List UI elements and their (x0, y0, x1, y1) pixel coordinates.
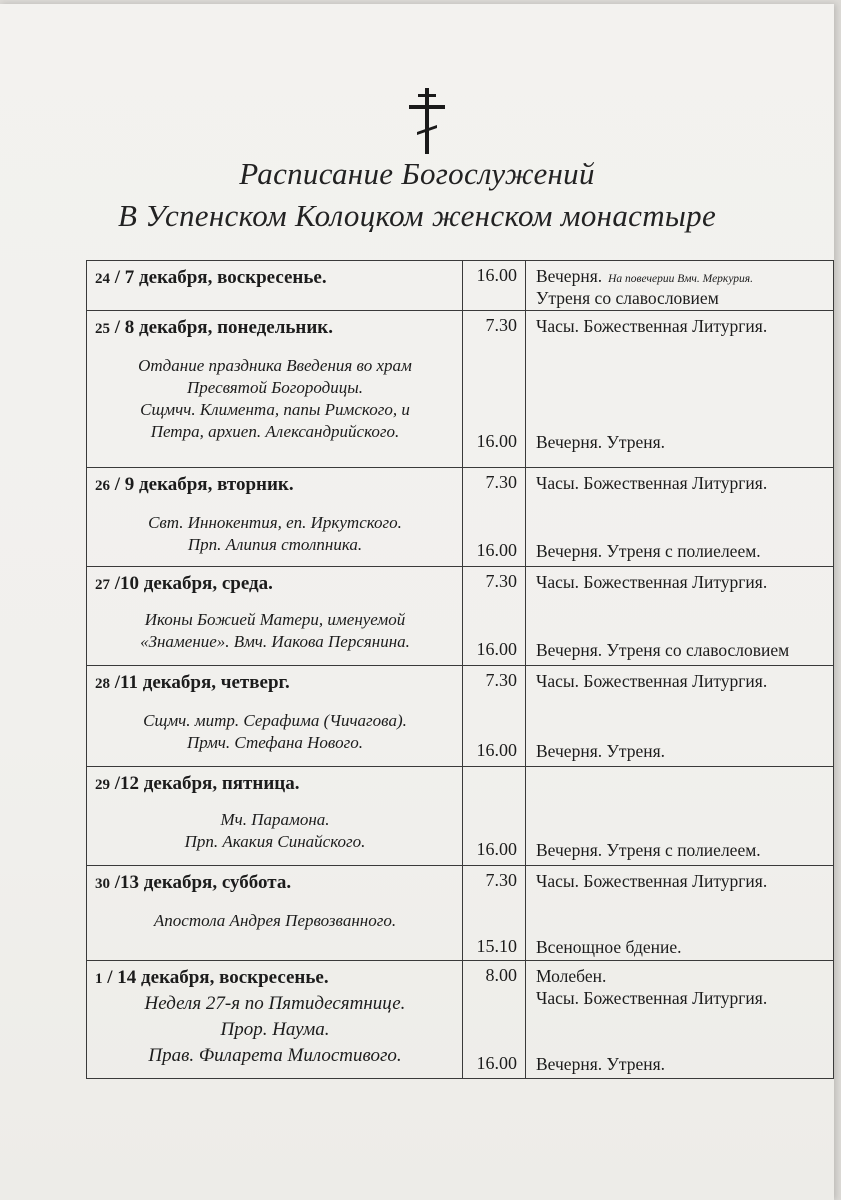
orthodox-cross-icon (405, 88, 449, 154)
service-name: Часы. Божественная Литургия. (536, 871, 768, 891)
service-time: 7.30 (485, 870, 517, 890)
date-cell (87, 261, 463, 311)
day-date: 29 /12 декабря, пятница. (95, 773, 300, 794)
service-time: 7.30 (485, 670, 517, 690)
time-cell (463, 866, 526, 961)
service-cell (526, 666, 834, 767)
date-cell (87, 961, 463, 1079)
service-name: Всенощное бдение. (536, 937, 682, 957)
service-name: Часы. Божественная Литургия. (536, 473, 768, 493)
service-cell (526, 261, 834, 311)
service-time: 16.00 (476, 740, 517, 760)
service-cell (526, 866, 834, 961)
day-date: 25 / 8 декабря, понедельник. (95, 317, 333, 338)
feast-line: Неделя 27-я по Пятидесятнице. (144, 993, 406, 1014)
service-name: Вечерня. На повечерии Вмч. Меркурия. (536, 266, 753, 286)
service-cell (526, 567, 834, 666)
service-time: 15.10 (476, 936, 517, 956)
day-date: 24 / 7 декабря, воскресенье. (95, 267, 327, 288)
table-row (87, 468, 834, 567)
service-time: 16.00 (476, 639, 517, 659)
schedule-sheet (0, 4, 834, 1200)
day-date: 26 / 9 декабря, вторник. (95, 474, 294, 495)
time-cell (463, 311, 526, 468)
feast-line: Прор. Наума. (220, 1019, 330, 1040)
page-title-line2: В Успенском Колоцком женском монастыре (117, 198, 717, 233)
service-note: На повечерии Вмч. Меркурия. (608, 273, 753, 285)
date-cell (87, 468, 463, 567)
service-time: 7.30 (485, 315, 517, 335)
service-name: Вечерня. Утреня с полиелеем. (536, 840, 761, 860)
time-cell (463, 961, 526, 1079)
table-row (87, 961, 834, 1079)
date-cell (87, 567, 463, 666)
time-cell (463, 468, 526, 567)
service-cell (526, 767, 834, 866)
date-cell (87, 866, 463, 961)
table-row (87, 567, 834, 666)
table-row (87, 767, 834, 866)
day-date: 30 /13 декабря, суббота. (95, 872, 292, 893)
service-time: 8.00 (485, 965, 517, 985)
feast-line: Прп. Акакия Синайского. (184, 832, 366, 851)
time-cell (463, 666, 526, 767)
service-name: Часы. Божественная Литургия. (536, 671, 768, 691)
time-cell (463, 567, 526, 666)
feast-line: Прп. Алипия столпника. (187, 535, 363, 554)
service-time: 16.00 (476, 265, 517, 285)
feast-line: Пресвятой Богородицы. (186, 378, 364, 397)
date-cell (87, 767, 463, 866)
service-name: Вечерня. Утреня. (536, 741, 666, 761)
service-name: Вечерня. Утреня с полиелеем. (536, 541, 761, 561)
service-name: Часы. Божественная Литургия. (536, 316, 768, 336)
feast-line: Сщмчч. Климента, папы Римского, и (140, 400, 410, 419)
time-cell (463, 767, 526, 866)
service-cell (526, 961, 834, 1079)
service-time: 16.00 (476, 431, 517, 451)
service-name: Часы. Божественная Литургия. (536, 572, 768, 592)
service-cell (526, 311, 834, 468)
table-row (87, 666, 834, 767)
feast-line: Свт. Иннокентия, еп. Иркутского. (148, 513, 402, 532)
feast-line: Прмч. Стефана Нового. (187, 733, 363, 752)
time-cell (463, 261, 526, 311)
service-time: 16.00 (476, 839, 517, 859)
service-name: Вечерня. Утреня. (536, 1054, 666, 1074)
service-time: 16.00 (476, 540, 517, 560)
service-time: 7.30 (485, 472, 517, 492)
table-row (87, 311, 834, 468)
date-cell (87, 666, 463, 767)
service-name: Вечерня. Утреня со славословием (536, 640, 790, 660)
service-name: Молебен. (536, 966, 607, 986)
feast-line: Сщмч. митр. Серафима (Чичагова). (143, 711, 407, 730)
feast-line: Иконы Божией Матери, именуемой (144, 610, 406, 629)
feast-line: «Знамение». Вмч. Иакова Персянина. (140, 632, 410, 651)
feast-line: Прав. Филарета Милостивого. (148, 1045, 402, 1066)
service-name: Часы. Божественная Литургия. (536, 988, 768, 1008)
table-row (87, 261, 834, 311)
service-name: Утреня со славословием (536, 288, 719, 308)
service-time: 16.00 (476, 1053, 517, 1073)
feast-line: Апостола Андрея Первозванного. (153, 911, 397, 930)
services-table (86, 260, 834, 1079)
feast-line: Отдание праздника Введения во храм (138, 356, 412, 375)
table-row (87, 866, 834, 961)
page-title-line1: Расписание Богослужений (239, 156, 595, 191)
service-cell (526, 468, 834, 567)
day-date: 1 / 14 декабря, воскресенье. (95, 967, 329, 988)
service-time: 7.30 (485, 571, 517, 591)
feast-line: Мч. Парамона. (220, 810, 330, 829)
date-cell (87, 311, 463, 468)
day-date: 28 /11 декабря, четверг. (95, 672, 290, 693)
feast-line: Петра, архиеп. Александрийского. (150, 422, 400, 441)
day-date: 27 /10 декабря, среда. (95, 573, 273, 594)
service-name: Вечерня. Утреня. (536, 432, 666, 452)
